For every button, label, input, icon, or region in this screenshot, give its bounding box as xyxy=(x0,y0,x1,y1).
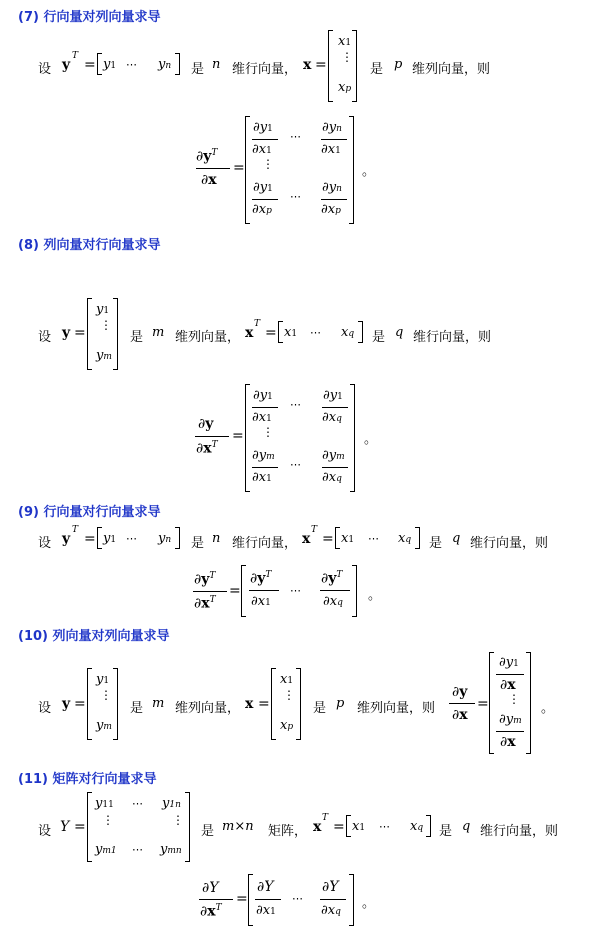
section-heading: (7) 行向量对列向量求导 xyxy=(18,10,161,25)
section-heading: (11) 矩阵对行向量求导 xyxy=(18,772,157,787)
bracket-right xyxy=(113,668,118,740)
math-n: n xyxy=(212,531,221,546)
math-xp: xp xyxy=(280,718,294,733)
math-eq: = xyxy=(232,428,244,444)
math-y: y xyxy=(62,325,71,341)
fraction-line xyxy=(252,467,278,468)
math-dym: ∂ym xyxy=(499,712,522,727)
math-dy: ∂y xyxy=(452,684,468,700)
math-eq: = xyxy=(84,531,96,547)
math-eq: = xyxy=(84,57,96,73)
math-dyT: $\partial y^T$ xyxy=(194,571,216,588)
math-dx1: ∂x1 xyxy=(256,903,276,918)
section-heading: (10) 列向量对列向量求导 xyxy=(18,629,170,644)
math-dyT: $\partial y^T$ xyxy=(196,148,218,165)
vdots: ⋮ xyxy=(172,813,184,827)
vdots: ⋮ xyxy=(102,813,114,827)
math-y1: y1 xyxy=(103,57,117,72)
math-y: y xyxy=(62,696,71,712)
fraction-line xyxy=(321,199,347,200)
math-dxq: ∂xq xyxy=(322,410,342,425)
bracket-left xyxy=(271,668,276,740)
bracket-left xyxy=(241,565,246,617)
math-T-sup: T xyxy=(311,525,318,535)
fraction-line xyxy=(196,168,230,169)
period: 。 xyxy=(364,432,378,447)
math-dym: ∂ym xyxy=(322,448,345,463)
math-eq: = xyxy=(315,57,327,73)
math-dx: ∂x xyxy=(201,172,217,188)
text-dim-row: 维行向量，则 xyxy=(470,536,549,551)
math-dy1: ∂y1 xyxy=(499,655,519,670)
fraction-line xyxy=(321,139,347,140)
hdots: ⋯ xyxy=(132,843,144,856)
hdots: ⋯ xyxy=(379,820,391,833)
bracket-left xyxy=(97,527,102,549)
text-shi: 是 xyxy=(201,824,215,839)
bracket-right xyxy=(349,116,354,224)
math-dyn: ∂yn xyxy=(322,180,342,195)
math-dx1: ∂x1 xyxy=(252,410,272,425)
fraction-line xyxy=(496,674,524,675)
text-shi: 是 xyxy=(191,62,205,77)
vdots: ⋮ xyxy=(262,157,274,171)
fraction-line xyxy=(322,467,348,468)
math-dym: ∂ym xyxy=(252,448,275,463)
bracket-right xyxy=(415,527,420,549)
bracket-right xyxy=(349,874,354,926)
section-heading: (9) 行向量对行向量求导 xyxy=(18,505,161,520)
math-y: y xyxy=(62,531,71,547)
fraction-line xyxy=(252,199,278,200)
math-x1: x1 xyxy=(341,531,355,546)
math-dxq: ∂xq xyxy=(323,594,343,609)
text-dim-col: 维列向量， xyxy=(175,330,241,345)
hdots: ⋯ xyxy=(132,797,144,810)
math-y1n: y1n xyxy=(162,796,181,811)
bracket-right xyxy=(296,668,301,740)
math-dx: ∂x xyxy=(452,707,468,723)
hdots: ⋯ xyxy=(290,458,302,471)
math-dxq: ∂xq xyxy=(322,470,342,485)
math-dxT: $\partial x^T$ xyxy=(196,440,218,457)
bracket-right xyxy=(175,53,180,75)
text-shi: 是 xyxy=(191,536,205,551)
math-dx1: ∂x1 xyxy=(252,142,272,157)
period: 。 xyxy=(362,896,376,911)
hdots: ⋯ xyxy=(126,532,138,545)
text-shi: 是 xyxy=(372,330,386,345)
text-dim-col: 维列向量，则 xyxy=(412,62,491,77)
bracket-right xyxy=(350,384,355,492)
math-eq: = xyxy=(333,819,345,835)
fraction-line xyxy=(252,407,278,408)
math-q: q xyxy=(462,819,471,834)
math-T-sup: T xyxy=(322,813,329,823)
hdots: ⋯ xyxy=(290,190,302,203)
fraction-line xyxy=(320,899,346,900)
math-dY: ∂Y xyxy=(257,879,274,895)
math-dyT: $\partial y^T$ xyxy=(321,570,343,587)
math-dy1: ∂y1 xyxy=(253,120,273,135)
math-dx: ∂x xyxy=(500,734,516,750)
section-heading: (8) 列向量对行向量求导 xyxy=(18,238,161,253)
math-eq: = xyxy=(477,696,489,712)
math-x: x xyxy=(313,819,322,835)
math-eq: = xyxy=(233,160,245,176)
hdots: ⋯ xyxy=(368,532,380,545)
math-dy1: ∂y1 xyxy=(253,388,273,403)
text-dim-row: 维行向量， xyxy=(232,62,298,77)
bracket-left xyxy=(87,668,92,740)
math-dxp: ∂xp xyxy=(321,202,341,217)
math-xq: xq xyxy=(341,325,355,340)
math-yn: yn xyxy=(158,57,172,72)
math-x: x xyxy=(245,696,254,712)
fraction-line xyxy=(199,899,233,900)
math-p: p xyxy=(394,57,403,72)
text-shi: 是 xyxy=(429,536,443,551)
math-x: x xyxy=(302,531,311,547)
bracket-right xyxy=(358,321,363,343)
text-dim-col: 维列向量， xyxy=(175,701,241,716)
math-x: x xyxy=(303,57,312,73)
math-x: x xyxy=(245,325,254,341)
bracket-right xyxy=(352,30,357,102)
hdots: ⋯ xyxy=(290,584,302,597)
fraction-line xyxy=(320,590,350,591)
bracket-left xyxy=(97,53,102,75)
text-dim-row: 维行向量，则 xyxy=(480,824,559,839)
hdots: ⋯ xyxy=(290,130,302,143)
text-shi: 是 xyxy=(130,701,144,716)
math-Y: Y xyxy=(60,819,70,835)
math-n: n xyxy=(212,57,221,72)
math-ym: ym xyxy=(96,348,112,363)
bracket-right xyxy=(352,565,357,617)
bracket-left xyxy=(87,298,92,370)
vdots: ⋮ xyxy=(341,50,353,64)
math-T-sup: T xyxy=(72,51,79,61)
math-dy1: ∂y1 xyxy=(323,388,343,403)
math-eq: = xyxy=(265,325,277,341)
fraction-line xyxy=(252,139,278,140)
math-y1: y1 xyxy=(103,531,117,546)
text-she: 设 xyxy=(38,701,52,716)
math-x1: x1 xyxy=(284,325,298,340)
hdots: ⋯ xyxy=(290,398,302,411)
text-matrix: 矩阵， xyxy=(268,824,308,839)
math-dx1: ∂x1 xyxy=(252,470,272,485)
math-T-sup: T xyxy=(72,525,79,535)
math-dY: ∂Y xyxy=(202,880,219,896)
bracket-right xyxy=(426,815,431,837)
hdots: ⋯ xyxy=(292,892,304,905)
math-y1: y1 xyxy=(96,302,110,317)
math-dxT: $\partial x^T$ xyxy=(194,595,216,612)
math-y1: y1 xyxy=(96,672,110,687)
math-eq: = xyxy=(74,819,86,835)
fraction-line xyxy=(249,590,279,591)
fraction-line xyxy=(255,899,281,900)
math-dy: ∂y xyxy=(198,416,214,432)
math-y11: y11 xyxy=(95,796,114,811)
vdots: ⋮ xyxy=(283,688,295,702)
math-x1: x1 xyxy=(338,34,352,49)
math-ym1: ym1 xyxy=(95,842,117,857)
math-eq: = xyxy=(229,583,241,599)
bracket-left xyxy=(248,874,253,926)
text-she: 设 xyxy=(38,824,52,839)
vdots: ⋮ xyxy=(100,688,112,702)
text-dim-row: 维行向量， xyxy=(232,536,298,551)
math-yn: yn xyxy=(158,531,172,546)
period: 。 xyxy=(368,588,382,603)
fraction-line xyxy=(496,731,524,732)
bracket-right xyxy=(526,652,531,754)
text-shi: 是 xyxy=(370,62,384,77)
text-shi: 是 xyxy=(130,330,144,345)
math-eq: = xyxy=(74,325,86,341)
math-q: q xyxy=(395,325,404,340)
math-dy1: ∂y1 xyxy=(253,180,273,195)
text-dim-row: 维行向量，则 xyxy=(413,330,492,345)
math-dxq: ∂xq xyxy=(321,903,341,918)
math-eq: = xyxy=(258,696,270,712)
fraction-line xyxy=(193,591,227,592)
math-x1: x1 xyxy=(352,819,366,834)
bracket-left xyxy=(335,527,340,549)
vdots: ⋮ xyxy=(262,425,274,439)
bracket-left xyxy=(87,792,92,862)
text-she: 设 xyxy=(38,330,52,345)
math-xq: xq xyxy=(410,819,424,834)
bracket-left xyxy=(346,815,351,837)
fraction-line xyxy=(449,703,475,704)
math-dyT: $\partial y^T$ xyxy=(250,570,272,587)
vdots: ⋮ xyxy=(100,318,112,332)
bracket-right xyxy=(175,527,180,549)
math-eq: = xyxy=(322,531,334,547)
math-xp: xp xyxy=(338,80,352,95)
math-mxn: m×n xyxy=(222,819,254,834)
bracket-left xyxy=(489,652,494,754)
math-T-sup: T xyxy=(254,319,261,329)
hdots: ⋯ xyxy=(126,58,138,71)
bracket-right xyxy=(185,792,190,862)
bracket-left xyxy=(278,321,283,343)
math-dxp: ∂xp xyxy=(252,202,272,217)
hdots: ⋯ xyxy=(310,326,322,339)
bracket-left xyxy=(245,116,250,224)
math-dx1: ∂x1 xyxy=(251,594,271,609)
fraction-line xyxy=(195,436,229,437)
vdots: ⋮ xyxy=(508,692,520,706)
math-dyn: ∂yn xyxy=(322,120,342,135)
math-dY: ∂Y xyxy=(322,879,339,895)
math-y: y xyxy=(62,57,71,73)
period: 。 xyxy=(362,164,376,179)
math-dx: ∂x xyxy=(500,677,516,693)
period: 。 xyxy=(541,701,555,716)
math-x1: x1 xyxy=(280,672,294,687)
math-eq: = xyxy=(74,696,86,712)
math-eq: = xyxy=(236,891,248,907)
text-shi: 是 xyxy=(313,701,327,716)
math-xq: xq xyxy=(398,531,412,546)
bracket-left xyxy=(245,384,250,492)
text-she: 设 xyxy=(38,536,52,551)
text-she: 设 xyxy=(38,62,52,77)
math-q: q xyxy=(452,531,461,546)
fraction-line xyxy=(322,407,348,408)
math-ym: ym xyxy=(96,718,112,733)
math-dx1: ∂x1 xyxy=(321,142,341,157)
math-ymn: ymn xyxy=(160,842,182,857)
text-dim-col: 维列向量，则 xyxy=(357,701,436,716)
math-dxT: $\partial x^T$ xyxy=(200,903,222,920)
math-m: m xyxy=(152,325,165,340)
math-p: p xyxy=(336,696,345,711)
bracket-right xyxy=(113,298,118,370)
text-shi: 是 xyxy=(439,824,453,839)
math-m: m xyxy=(152,696,165,711)
bracket-left xyxy=(328,30,333,102)
